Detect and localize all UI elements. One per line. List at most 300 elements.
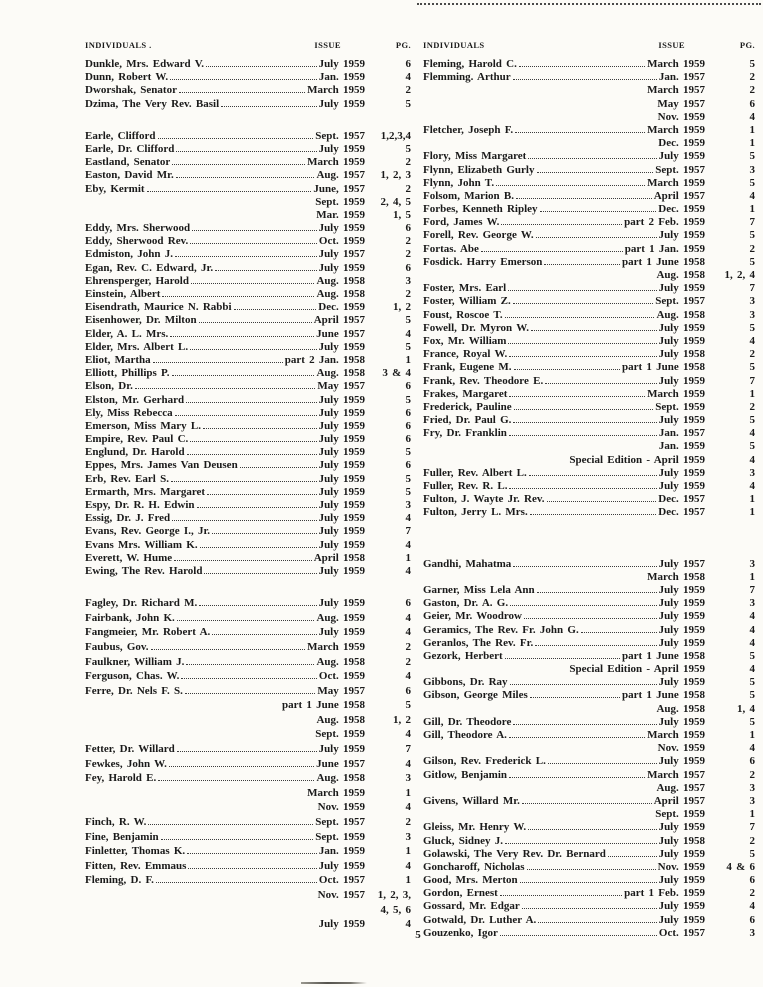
entry-issue: Sept. 1957 [655, 295, 705, 308]
index-entry-row [85, 209, 411, 222]
entry-page: 4 & 6 [726, 860, 755, 873]
dotted-leader [161, 839, 314, 840]
entry-issue: July 1959 [318, 743, 365, 756]
entry-page: 1,2,3,4 [380, 129, 411, 142]
entry-issue: Aug. 1958 [656, 269, 705, 281]
dotted-leader [207, 494, 316, 495]
entry-issue: March 1959 [307, 84, 365, 97]
entry-name: Fleming, Harold C. [423, 58, 517, 70]
index-entry-row [85, 656, 411, 671]
index-entry-row [423, 676, 755, 689]
entry-issue: July 1959 [318, 564, 365, 577]
entry-name: Gezork, Herbert [423, 649, 503, 662]
entry-page: 3 [405, 830, 411, 843]
index-entry-row [85, 183, 411, 196]
entry-issue: Aug. 1958 [656, 308, 705, 321]
entry-page: 1 [405, 551, 411, 564]
entry-page: 1 [405, 786, 411, 799]
entry-issue: July 1959 [318, 97, 365, 110]
dotted-leader [190, 349, 316, 350]
dotted-leader [496, 185, 645, 186]
dotted-leader [206, 66, 317, 67]
entry-name: Ermarth, Mrs. Margaret [85, 485, 206, 498]
entry-issue: Aug. 1957 [316, 169, 365, 182]
entry-page: 2 [405, 640, 411, 653]
entry-page: 4 [749, 480, 755, 492]
entry-issue: July 1959 [318, 918, 365, 931]
column-header-individuals: INDIVIDUALS [423, 40, 485, 50]
entry-name: Finch, R. W. [85, 816, 147, 829]
entry-issue: part 2 Jan. 1958 [284, 353, 365, 366]
entry-page: 4 [405, 801, 411, 814]
index-entry-row [423, 769, 755, 782]
entry-name: Eliot, Martha [85, 353, 151, 366]
entry-issue: Jan. 1959 [318, 845, 365, 858]
entry-page: 1 [749, 506, 755, 519]
index-entry-row [423, 795, 755, 808]
entry-page: 5 [405, 97, 411, 110]
dotted-leader [548, 763, 657, 764]
entry-name: Fine, Benjamin [85, 830, 159, 843]
entry-page: 2 [749, 887, 755, 900]
index-entry-row [423, 454, 755, 467]
entry-issue: Dec. 1959 [318, 301, 365, 314]
dotted-leader [158, 780, 314, 781]
entry-issue: Sept. 1957 [315, 129, 365, 142]
entry-issue: July 1959 [318, 261, 365, 274]
index-entry-row [85, 446, 411, 459]
entry-issue: March 1959 [647, 58, 705, 70]
dotted-leader [513, 303, 653, 304]
dotted-leader [212, 533, 317, 534]
index-entry-row [85, 772, 411, 787]
entry-name: Fairbank, John K. [85, 611, 175, 624]
index-entry-row [85, 314, 411, 327]
entry-name: Finletter, Thomas K. [85, 845, 186, 858]
entry-page: 5 [749, 649, 755, 662]
index-entry-row [85, 714, 411, 729]
dotted-leader [177, 751, 317, 752]
entry-issue: Oct. 1957 [658, 926, 705, 939]
entry-name: Fewkes, John W. [85, 757, 167, 770]
entry-page: 4 [405, 626, 411, 639]
entry-page: 6 [749, 97, 755, 110]
dotted-leader [508, 290, 656, 291]
entry-issue: Aug. 1958 [316, 288, 365, 300]
dotted-leader [215, 270, 316, 271]
entry-page: 3 [405, 499, 411, 511]
entry-name: Foster, Mrs. Earl [423, 282, 507, 295]
index-entry-row [85, 71, 411, 84]
dotted-leader [513, 422, 656, 423]
entry-page: 5 [749, 414, 755, 427]
entry-issue: March 1959 [307, 156, 365, 169]
entry-page: 5 [405, 393, 411, 406]
index-entry-row [85, 539, 411, 552]
entry-issue: Nov. 1959 [317, 801, 365, 814]
entry-page: 6 [405, 419, 411, 432]
entry-name: Fulton, J. Wayte Jr. Rev. [423, 493, 545, 506]
entry-name: Faubus, Gov. [85, 640, 149, 653]
entry-name: Forbes, Kenneth Ripley [423, 203, 538, 216]
index-entry-row [423, 493, 755, 506]
index-entry-row [85, 301, 411, 314]
entry-page: 7 [405, 525, 411, 538]
index-entry-row [423, 808, 755, 821]
entry-page: 1 [749, 493, 755, 506]
index-entry-row [85, 552, 411, 565]
entry-page: 4 [749, 623, 755, 636]
entry-issue: July 1959 [658, 150, 705, 163]
entry-page: 3 [749, 466, 755, 479]
dotted-leader [530, 697, 620, 698]
entry-page: 3 [749, 781, 755, 794]
entry-issue: Oct. 1959 [318, 670, 365, 683]
entry-page: 4 [405, 918, 411, 931]
entry-issue: Aug. 1959 [316, 611, 365, 624]
dotted-leader [538, 922, 656, 923]
column-header-pg: PG. [739, 40, 755, 50]
dotted-leader [190, 243, 317, 244]
index-entry-row [85, 84, 411, 97]
dotted-leader [544, 264, 620, 265]
entry-page: 4 [405, 757, 411, 770]
dotted-leader [191, 283, 314, 284]
entry-issue: July 1959 [658, 913, 705, 926]
entry-issue: Special Edition - April 1959 [569, 663, 705, 676]
dotted-leader [156, 882, 317, 883]
entry-page: 7 [405, 743, 411, 756]
dotted-leader [530, 514, 657, 515]
entry-page: 2 [749, 400, 755, 413]
dotted-leader [513, 566, 656, 567]
entry-name: Gibbons, Dr. Ray [423, 676, 508, 689]
index-entry-row [85, 130, 411, 143]
entry-page: 5 [405, 314, 411, 327]
scan-artifact-bottom-line [301, 982, 367, 984]
dotted-leader [170, 336, 314, 337]
index-group [85, 597, 411, 933]
entry-name: Frank, Rev. Theodore E. [423, 374, 544, 387]
entry-page: 2 [405, 248, 411, 261]
entry-issue: July 1959 [658, 466, 705, 479]
entry-issue: July 1959 [658, 414, 705, 427]
entry-name: Foster, William Z. [423, 295, 511, 308]
entry-page: 1, 4 [737, 702, 755, 715]
entry-page: 6 [749, 874, 755, 887]
entry-issue: March 1959 [647, 729, 705, 741]
index-entry-row [85, 801, 411, 816]
entry-issue: Aug. 1958 [316, 772, 365, 785]
entry-page: 1 [405, 845, 411, 858]
entry-page: 2 [749, 242, 755, 255]
entry-issue: June 1957 [316, 327, 365, 340]
dotted-leader [175, 256, 317, 257]
entry-issue: July 1959 [318, 538, 365, 551]
index-entry-row [423, 229, 755, 242]
entry-issue: July 1959 [658, 374, 705, 387]
dotted-leader [197, 507, 317, 508]
entry-page: 2 [749, 768, 755, 781]
entry-page: 5 [405, 142, 411, 155]
entry-name: Eppes, Mrs. James Van Deusen [85, 459, 238, 472]
entry-page: 2 [405, 816, 411, 829]
entry-issue: July 1959 [318, 459, 365, 472]
dotted-leader [192, 230, 316, 231]
dotted-leader [509, 435, 657, 436]
entry-name: Fey, Harold E. [85, 772, 157, 785]
index-entry-row [85, 367, 411, 380]
entry-page: 5 [749, 715, 755, 728]
entry-page: 3 [749, 308, 755, 321]
index-entry-row [423, 835, 755, 848]
entry-page: 1, 2 [393, 301, 411, 314]
dotted-leader [545, 383, 656, 384]
index-entry-row [85, 248, 411, 261]
index-entry-row [423, 84, 755, 97]
entry-issue: Dec. 1957 [658, 493, 705, 506]
entry-issue: July 1959 [318, 626, 365, 639]
entry-page: 1 [749, 203, 755, 216]
page-number: 5 [415, 929, 421, 941]
entry-page: 6 [405, 222, 411, 235]
index-entry-row [85, 473, 411, 486]
dotted-leader [509, 737, 645, 738]
dotted-leader [509, 488, 656, 489]
entry-page: 5 [749, 847, 755, 860]
entry-page: 3 [749, 557, 755, 570]
index-entry-row [423, 414, 755, 427]
entry-name: Gandhi, Mahatma [423, 557, 512, 570]
entry-page: 4 [749, 900, 755, 913]
entry-issue: part 1 June 1958 [621, 255, 705, 268]
entry-issue: Nov. 1959 [657, 110, 705, 123]
entry-page: 2, 4, 5 [380, 195, 411, 208]
index-entry-row [85, 612, 411, 627]
dotted-leader [158, 138, 314, 139]
entry-name: Fortas. Abe [423, 242, 479, 255]
dotted-leader [187, 853, 317, 854]
entry-issue: Nov. 1959 [657, 742, 705, 755]
entry-page: 4 [749, 334, 755, 347]
dotted-leader [515, 132, 645, 133]
index-entry-row [423, 164, 755, 177]
index-entry-row [85, 394, 411, 407]
entry-issue: Dec. 1959 [658, 137, 705, 150]
index-entry-row [423, 361, 755, 374]
entry-issue: Mar. 1959 [316, 208, 365, 221]
dotted-leader [528, 829, 656, 830]
dotted-leader [537, 172, 654, 173]
entry-page: 7 [749, 374, 755, 387]
entry-issue: July 1959 [318, 393, 365, 406]
entry-page: 5 [749, 58, 755, 70]
index-entry-row [85, 641, 411, 656]
entry-name: Everett, W. Hume [85, 551, 173, 564]
dotted-leader [135, 388, 316, 389]
index-entry-row [423, 401, 755, 414]
entry-issue: July 1959 [658, 480, 705, 492]
entry-page: 2 [749, 348, 755, 361]
entry-page: 4 [405, 728, 411, 741]
entry-issue: July 1959 [318, 406, 365, 419]
index-entry-row [85, 354, 411, 367]
index-entry-row [423, 137, 755, 150]
entry-issue: July 1959 [318, 446, 365, 459]
dotted-leader [508, 343, 656, 344]
entry-name: Frederick, Pauline [423, 400, 512, 413]
entry-issue: July 1959 [658, 321, 705, 334]
index-entry-row [423, 914, 755, 927]
dotted-leader [199, 605, 316, 606]
entry-issue: part 1 June 1958 [621, 649, 705, 662]
dotted-leader [519, 66, 645, 67]
entry-issue: Aug. 1958 [656, 702, 705, 715]
entry-page: 4 [749, 636, 755, 649]
entry-page: 5 [749, 150, 755, 163]
dotted-leader [162, 296, 314, 297]
index-entry-row [85, 433, 411, 446]
entry-name: Fosdick. Harry Emerson [423, 255, 543, 268]
entry-name: Elder, A. L. Mrs. [85, 327, 169, 340]
entry-name: Fry, Dr. Franklin [423, 427, 507, 440]
entry-issue: July 1959 [658, 229, 705, 242]
entry-issue: part 1 Jan. 1959 [624, 242, 705, 255]
entry-name: Geier, Mr. Woodrow [423, 610, 522, 623]
index-column-right [423, 40, 755, 940]
entry-issue: July 1957 [318, 248, 365, 261]
entry-page: 4, 5, 6 [380, 903, 411, 916]
index-entry-row [423, 322, 755, 335]
index-entry-row [423, 900, 755, 913]
entry-page: 4 [405, 670, 411, 683]
entry-issue: Aug. 1958 [316, 274, 365, 287]
dotted-leader [537, 592, 657, 593]
entry-page: 1 [405, 353, 411, 366]
dotted-leader [179, 92, 305, 93]
entry-name: Gaston, Dr. A. G. [423, 597, 509, 610]
index-entry-row [423, 375, 755, 388]
dotted-leader [514, 409, 654, 410]
entry-page: 5 [749, 321, 755, 334]
entry-name: Dunn, Robert W. [85, 71, 169, 84]
entry-page: 4 [405, 564, 411, 577]
dotted-leader [240, 467, 317, 468]
entry-name: Flory, Miss Margaret [423, 150, 527, 163]
index-entry-row [85, 597, 411, 612]
index-entry-row [85, 728, 411, 743]
index-entry-row [85, 904, 411, 919]
entry-name: Ewing, The Rev. Harold [85, 564, 203, 577]
dotted-leader [528, 158, 656, 159]
entry-name: Ferre, Dr. Nels F. S. [85, 684, 183, 697]
column-header [423, 40, 755, 50]
entry-issue: July 1959 [658, 282, 705, 295]
index-entry-row [85, 758, 411, 773]
dotted-leader [529, 475, 657, 476]
index-entry-row [85, 889, 411, 904]
entry-page: 3 [405, 772, 411, 785]
dotted-leader [200, 547, 317, 548]
index-entry-row [423, 388, 755, 401]
entry-name: Evans, Rev. George I., Jr. [85, 525, 211, 538]
entry-issue: July 1959 [658, 715, 705, 728]
dotted-leader [221, 106, 316, 107]
dotted-leader [513, 724, 656, 725]
entry-issue: March 1959 [647, 387, 705, 400]
entry-name: Eby, Kermit [85, 182, 145, 195]
entry-issue: March 1959 [307, 640, 365, 653]
entry-name: Gleiss, Mr. Henry W. [423, 821, 527, 834]
entry-issue: April 1957 [313, 314, 365, 327]
dotted-leader [527, 869, 656, 870]
dotted-leader [172, 164, 305, 165]
entry-name: Flynn, Elizabeth Gurly [423, 163, 535, 176]
column-header-issue: ISSUE [314, 40, 341, 50]
dotted-leader [509, 777, 645, 778]
entry-issue: April 1957 [653, 794, 705, 807]
index-entry-row [85, 380, 411, 393]
entry-issue: July 1959 [318, 142, 365, 155]
entry-page: 4 [405, 71, 411, 84]
entry-issue: Oct. 1957 [318, 874, 365, 887]
entry-issue: July 1959 [658, 755, 705, 768]
entry-name: Foust, Roscoe T. [423, 308, 503, 321]
entry-issue: July 1959 [658, 597, 705, 610]
entry-name: Evans Mrs. William K. [85, 538, 198, 551]
index-entry-row [423, 558, 755, 571]
entry-name: Fetter, Dr. Willard [85, 743, 175, 756]
entry-issue: May 1957 [317, 380, 365, 393]
entry-page: 4 [405, 512, 411, 525]
entry-name: Eddy, Mrs. Sherwood [85, 222, 191, 235]
entry-issue: July 1959 [318, 58, 365, 70]
entry-name: Easton, David Mr. [85, 169, 174, 182]
entry-name: Fuller, Rev. R. L. [423, 480, 508, 492]
index-entry-row [423, 256, 755, 269]
index-entry-row [85, 156, 411, 169]
dotted-leader [186, 664, 314, 665]
index-entry-row [85, 565, 411, 578]
index-entry-row [85, 169, 411, 182]
entry-page: 2 [749, 834, 755, 847]
entry-name: Gossard, Mr. Edgar [423, 900, 520, 913]
index-entry-row [85, 816, 411, 831]
entry-issue: March 1957 [647, 84, 705, 97]
entry-name: Gotwald, Dr. Luther A. [423, 913, 537, 926]
dotted-leader [505, 317, 655, 318]
entry-issue: Sept. 1959 [655, 400, 705, 413]
index-entry-row [85, 235, 411, 248]
entry-page: 1 [405, 874, 411, 887]
dotted-leader [171, 481, 317, 482]
index-entry-row [423, 480, 755, 493]
index-entry-row [423, 58, 755, 71]
entry-issue: July 1959 [318, 340, 365, 353]
dotted-leader [520, 882, 657, 883]
entry-page: 1 [749, 387, 755, 400]
entry-name: Gilson, Rev. Frederick L. [423, 755, 546, 768]
index-entry-row [423, 348, 755, 361]
entry-issue: July 1959 [658, 623, 705, 636]
entry-name: Earle, Clifford [85, 129, 156, 142]
entry-issue: part 1 Feb. 1959 [624, 887, 705, 900]
dotted-leader [514, 369, 620, 370]
index-entry-row [423, 848, 755, 861]
index-column-left [85, 40, 411, 933]
entry-issue: Jan. 1959 [658, 440, 705, 453]
index-entry-row [423, 427, 755, 440]
